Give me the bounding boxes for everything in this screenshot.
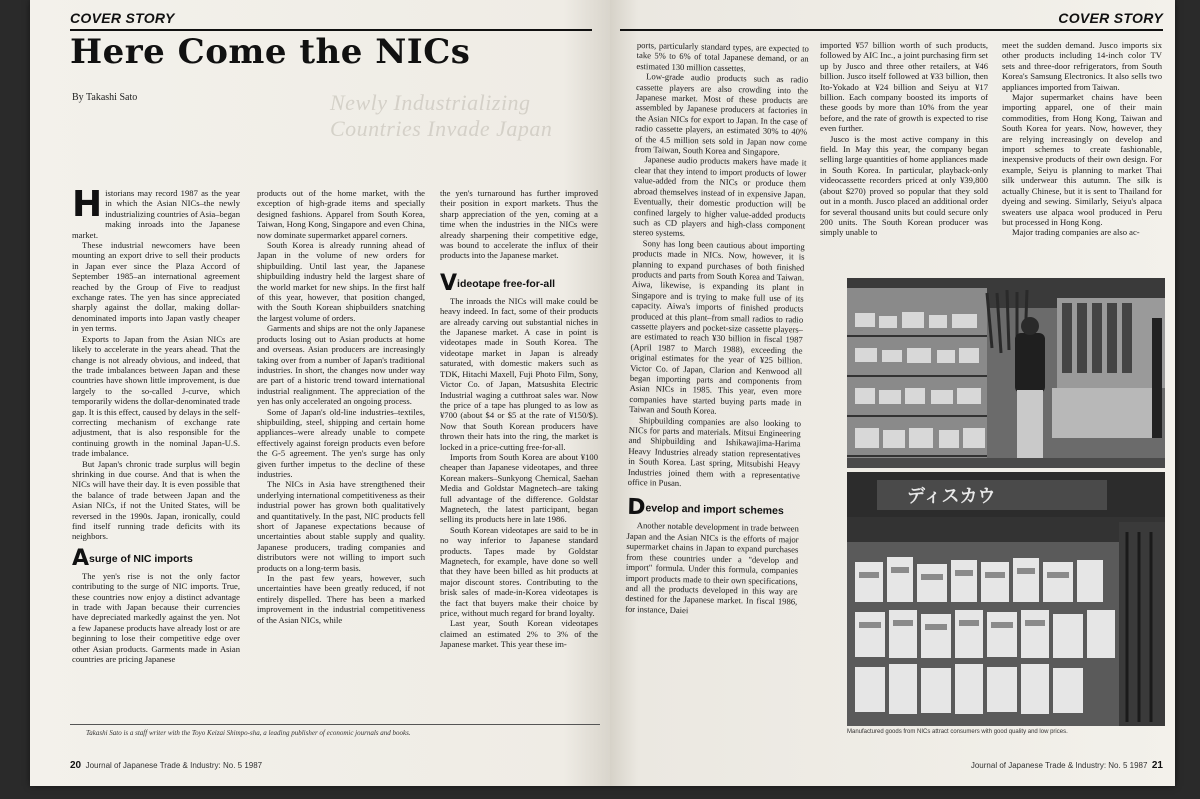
left-column-2 xyxy=(257,188,425,625)
header-rule xyxy=(70,29,592,31)
magazine-spread xyxy=(30,0,1175,786)
paragraph: Garments and ships are not the only Japanese products losing out to Asian products at home and overseas. Asian producers are increasingly taking over from a number of Japan's traditional industries. In short, the changes now under way are part of a historic trend toward international industrial realignment. The appreciation of the yen has only accelerated an ongoing process. xyxy=(257,323,425,407)
discount-store-photo xyxy=(847,472,1165,726)
subhead: Develop and import schemes xyxy=(626,495,784,521)
paragraph: The yen's rise is not the only factor contributing to the surge of NIC imports. True, these countries now enjoy a distinct advantage in trade with Japan because their currencies have depreciated markedly against the yen. Not a few Japanese products have already lost or are beginning to lose their competitive edge over other Asian products. Garments made in Asian countries are pricing Japanese xyxy=(72,570,240,665)
header-rule xyxy=(620,29,1163,31)
paragraph: Shipbuilding companies are also looking to NICs for parts and materials. Mitsui Engineering and Shipbuilding and Ishikawajima-Harima Heavy Industries already station representatives in South Korea. Last spring, Mitsubishi Heavy Industries joined them with a representative office in Pusan. xyxy=(627,414,802,489)
left-column-3 xyxy=(440,188,598,650)
dropcap: H xyxy=(72,184,103,225)
paragraph: South Korea is already running ahead of Japan in the volume of new orders for shipbuilding. Until last year, the Japanese shipbuilding industry held the largest share of the world market for new ships. In the first half of this year, however, that position changed, with the South Korean shipbuilders snatching the largest volume of orders. xyxy=(257,240,425,323)
journal-name: Journal of Japanese Trade & Industry: No. 5 1987 xyxy=(85,761,263,770)
paragraph: Japanese audio products makers have made it clear that they intend to import products of lower value-added from the NICs or produce them abroad themselves instead of in expensive Japan. Eventually, their domestic production will be confined largely to higher value-added products such as CD players and high-class component stereo systems. xyxy=(632,154,807,239)
photo-caption: Manufactured goods from NICs attract consumers with good quality and low prices. xyxy=(847,729,1068,735)
paragraph: Another notable development in trade between Japan and the Asian NICs is the efforts of major supermarket chains in Japan to expand purchases from these countries under a "develop and import" formula. Under this formula, companies import products made to their own specifications, and all the products developed in this way are destined for the Japanese market. In fiscal 1986, for instance, Daiei xyxy=(624,520,799,615)
paragraph: But Japan's chronic trade surplus will begin shrinking in due course. And that is when the NICs will have their day. It is even possible that the balance of trade between Japan and the Asian NICs, if not the United States, will be reversed in the 1990s. Japan, ironically, could find itself running trade deficits with its neighbors. xyxy=(72,458,240,542)
shop-interior-photo xyxy=(847,278,1165,468)
author-footnote: Takashi Sato is a staff writer with the Toyo Keizai Shimpo-sha, a leading publisher of economic journals and books. xyxy=(86,729,411,737)
paragraph: The NICs in Asia have strengthened their underlying international competitiveness as their industrial power has grown both qualitatively and quantitatively. In the past, NIC products fell short of Japanese expectations because of uncertainties about stable supply and quality. Japanese producers, trading companies and distributors were not willing to import such products on a long-term basis. xyxy=(257,479,425,573)
right-page xyxy=(610,0,1175,786)
page-number: 21 xyxy=(1151,760,1163,771)
paragraph: Imports from South Korea are about ¥100 cheaper than Japanese videotapes, and three Korean makers–Sunkyong Chemical, Saehan Media and Goldstar Magnetech–are taking full advantage of the difference. Goldstar Magnetech, the latest participant, began selling its products here in late 1986. xyxy=(440,451,598,525)
left-page xyxy=(30,0,610,786)
right-column-3 xyxy=(1002,40,1162,238)
paragraph: ports, particularly standard types, are expected to take 5% to 6% of total Japanese demand, or an estimated 130 million cassettes. xyxy=(636,40,809,74)
headline: Here Come the NICs xyxy=(70,32,471,72)
paragraph: Exports to Japan from the Asian NICs are likely to accelerate in the years ahead. That the change is not already obvious, and indeed, that the trade imbalances between Japan and these countries have shown little improvement, is due largely to the so-called J-curve, which temporarily widens the dollar-denominated trade gap. It is this effect, caused by delays in the self-correcting mechanism of exchange rate adjustment, that is also responsible for the continuing growth in the nominal Japan-U.S. trade imbalance. xyxy=(72,333,240,459)
subhead: Asurge of NIC imports xyxy=(72,545,193,571)
paragraph: Sony has long been cautious about importing products made in NICs. Now, however, it is planning to expand purchases of both finished products and parts from South Korea and Taiwan. Aiwa, likewise, is expanding its plant in Singapore and is trying to make full use of its capacity. Aiwa's imports of finished products produced at this plant–from small radios to radio cassette players and pocket-size cassette players–are estimated to reach ¥30 billion in fiscal 1987 (April 1987 to March 1988), exceeding the original estimates for the year of ¥25 billion. Victor Co. of Japan, Clarion and Kenwood all began importing parts and components from Asian NICs in 1985. This year, even more companies have started buying parts made in Taiwan and South Korea. xyxy=(629,237,805,416)
paragraph: Some of Japan's old-line industries–textiles, shipbuilding, steel, shipping and certain home appliances–were already unable to compete effectively against foreign products even before the G-5 agreement. The yen's surge has only given further impetus to the decline of these industries. xyxy=(257,406,425,479)
section-tag: COVER STORY xyxy=(70,10,175,26)
page-number: 20 xyxy=(70,760,82,771)
page-folio xyxy=(70,760,262,771)
page-folio xyxy=(971,760,1163,771)
section-tag: COVER STORY xyxy=(1058,10,1163,26)
paragraph: Major trading companies are also ac- xyxy=(1012,227,1140,238)
footnote-rule xyxy=(70,724,600,725)
left-column-1 xyxy=(72,184,240,665)
paragraph: Low-grade audio products such as radio cassette players are also crowding into the Japanese market. Most of these products are assembled by Japanese producers at factories in the Asian NICs for export to Japan. In the case of radio cassette players, an estimated 30% to 40% of the 4.5 million sets sold in Japan now come from Taiwan, South Korea and Singapore. xyxy=(634,71,809,158)
paragraph: imported ¥57 billion worth of such products, followed by AIC Inc., a joint purchasing firm set up by Jusco and three other retailers, at ¥46 billion. Jusco itself followed at ¥33 billion, then Ito-Yokado at ¥24 billion and Seiyu at ¥17 billion. Each company boosted its imports of these goods by more than 10% from the year before, and the rate of growth is expected to rise even further. xyxy=(820,40,988,134)
paragraph: istorians may record 1987 as the year in which the Asian NICs–the newly industrializing countries of Asia–began making inroads into the Japanese market. xyxy=(72,188,240,240)
journal-name: Journal of Japanese Trade & Industry: No. 5 1987 xyxy=(970,761,1148,770)
subhead: Videotape free-for-all xyxy=(440,270,556,296)
paragraph: Last year, South Korean videotapes claimed an estimated 2% to 3% of the Japanese market. This year these im- xyxy=(440,618,598,650)
paragraph: These industrial newcomers have been mounting an export drive to sell their products in Japan ever since the Plaza Accord of September 1985–an international agreement reached by the Group of Five to readjust exchange rates. The yen has since appreciated sharply against the dollar, making dollar-denominated imports into Japan vastly cheaper in yen terms. xyxy=(72,240,240,334)
store-sign-text: ディスカウ xyxy=(907,486,996,507)
paragraph: South Korean videotapes are said to be in no way inferior to Japanese standard products. Tapes made by Goldstar Magnetech, for example, have done so well that they have been billed as hit products at major discount stores. Contributing to the brisk sales of made-in-Korea videotapes is the fact that buyers make their choice by price, without much regard for brand loyalty. xyxy=(440,524,598,619)
paragraph: In the past few years, however, such uncertainties have been greatly reduced, if not entirely dispelled. There has been a marked improvement in the industrial competitiveness of the Asian NICs, while xyxy=(257,573,425,625)
byline: By Takashi Sato xyxy=(72,92,138,103)
show-through-text: Newly Industrializing Countries Invade Japan xyxy=(330,90,553,141)
paragraph: The inroads the NICs will make could be heavy indeed. In fact, some of their products are already carving out substantial niches in the Japanese market. A case in point is videotapes made in South Korea. The videotape market in Japan is already saturated, with domestic makers such as TDK, Hitachi Maxell, Fuji Photo Film, Sony, Victor Co. of Japan, Matsushita Electric Industrial waging a cutthroat sales war. Now the price of a tape has plunged to as low as ¥700 (about $4 or $5 at the rate of ¥150/$). Now that South Korean producers have thrown their hats into the ring, the market is locked in a price-cutting free-for-all. xyxy=(440,295,598,452)
paragraph: Major supermarket chains have been importing apparel, one of their main commodities, from Hong Kong, Taiwan and South Korea for years. Now, however, they are relying increasingly on develop and import schemes to create fashionable, inexpensive products of their own design. For example, Seiyu is planning to market Thai silk underwear this autumn. The silk is actually Chinese, but it is sent to Thailand for dyeing and sewing. Similarly, Seiyu's alpaca sweaters use alpaca wool produced in Peru but processed in Hong Kong. xyxy=(1002,92,1162,227)
paragraph: meet the sudden demand. Jusco imports six other products including 14-inch color TV sets and three-door refrigerators, from South Korea's Samsung Electronics. It also sells two appliances imported from Taiwan. xyxy=(1002,40,1162,92)
paragraph: Jusco is the most active company in this field. In May this year, the company began selling large quantities of home appliances made in South Korea. In particular, playback-only videocassette recorders priced at only ¥39,800 (about $270) proved so popular that they sold out in a month. Jusco placed an additional order for several thousand units but could secure only 200 units. The South Korean producer was simply unable to xyxy=(820,133,988,238)
right-column-2 xyxy=(820,40,988,238)
paragraph: products out of the home market, with the exception of high-grade items and specially designed fashions. Apparel from South Korea, Taiwan, Hong Kong, Singapore and even China, now dominate supermarket apparel corners. xyxy=(257,188,425,240)
paragraph: the yen's turnaround has further improved their position in export markets. Thus the sharp appreciation of the yen, coming at a time when the industries in the NICs were already sharpening their competitive edge, was bound to accelerate the influx of their products into the Japanese market. xyxy=(440,188,598,261)
right-column-1 xyxy=(625,40,809,618)
